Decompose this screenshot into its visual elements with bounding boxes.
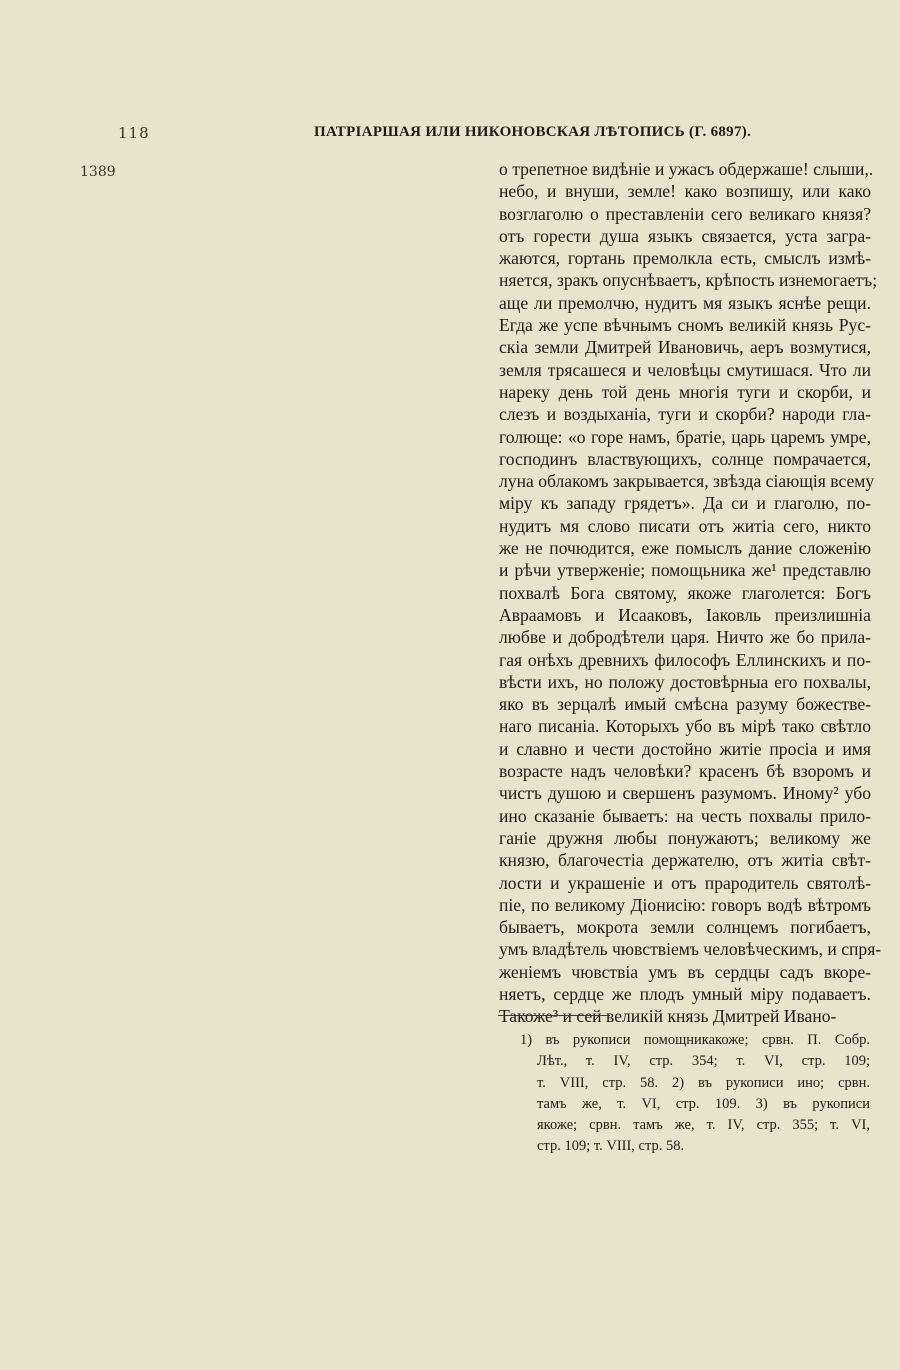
body-line: господинъ властвующихъ, солнце помрачается, (499, 448, 871, 469)
body-line: возглаголю о преставленіи сего великаго князя? (499, 203, 871, 224)
body-line: няется, зракъ опуснѣваетъ, крѣпость изнемогаетъ; (499, 270, 878, 291)
body-line: аще ли премолчю, нудитъ мя языкъ яснѣе рещи. (499, 292, 871, 313)
body-line: отъ горести душа языкъ связается, уста загра- (499, 225, 871, 246)
body-line: же не почюдится, еже помыслъ дание сложенію (499, 538, 871, 559)
footnote-line: стр. 109; т. VIII, стр. 58. (537, 1138, 685, 1155)
page-number: 118 (118, 124, 150, 142)
body-line: міру къ западу грядетъ». Да си и глаголю, по- (499, 493, 871, 514)
body-line: возрасте надъ человѣки? красенъ бѣ взоромъ и (499, 761, 871, 782)
body-line: скіа земли Дмитрей Ивановичь, аеръ возмутися, (499, 337, 871, 358)
footnote-line: тамъ же, т. VI, стр. 109. 3) въ рукописи (537, 1095, 870, 1112)
body-line: Авраамовъ и Исааковъ, Іаковль преизлишніа (499, 604, 871, 625)
body-line: любве и добродѣтели царя. Ничто же бо прила- (499, 627, 871, 648)
body-line: земля трясашеся и человѣцы смутишася. Что ли (499, 359, 871, 380)
body-line: ино сказаніе бываетъ: на честь похвалы прило- (499, 805, 871, 826)
body-line: яко въ зерцалѣ имый смѣсна разуму божестве- (499, 694, 871, 715)
body-line: слезъ и воздыханіа, туги и скорби? народи гла- (499, 404, 871, 425)
body-line: Такоже³ и сей великій князь Дмитрей Ивано- (499, 1006, 837, 1027)
margin-year-note: 1389 (80, 164, 116, 180)
body-line: женіемъ чювствіа умъ въ сердцы садъ вкоре- (499, 961, 871, 982)
body-line: вѣсти ихъ, но положу достовѣрныа его похвалы, (499, 671, 871, 692)
body-line: луна облакомъ закрывается, звѣзда сіающія всему (499, 471, 875, 492)
body-line: ганіе дружня любы понужаютъ; великому же (499, 827, 871, 848)
body-line: лости и украшеніе и отъ прародитель святолѣ- (499, 872, 871, 893)
body-line: Егда же успе вѣчнымъ сномъ великій князь Рус- (499, 315, 871, 336)
body-line: и славно и чести достойно житіе просіа и имя (499, 738, 871, 759)
body-line: наго писаніа. Которыхъ убо въ мірѣ тако свѣтло (499, 716, 871, 737)
footnote-line: т. VIII, стр. 58. 2) въ рукописи ино; срвн. (537, 1074, 870, 1091)
body-line: чистъ душою и свершенъ разумомъ. Иному² убо (499, 783, 871, 804)
body-line: похвалѣ Бога святому, якоже глаголется: Богъ (499, 582, 871, 603)
footnote-line: Лѣт., т. IV, стр. 354; т. VI, стр. 109; (537, 1053, 870, 1070)
footnote-line: якоже; срвн. тамъ же, т. IV, стр. 355; т. VI, (537, 1117, 870, 1134)
body-text (499, 158, 882, 1028)
footnote-divider (498, 1015, 610, 1016)
body-line: нареку день той день многія туги и скорби, и (499, 381, 871, 402)
body-line: жаются, гортань премолкла есть, смыслъ измѣ- (499, 248, 871, 269)
body-line: нудитъ мя слово писати отъ житіа сего, никто (499, 515, 871, 536)
body-line: голюще: «о горе намъ, братіе, царь царемъ умре, (499, 426, 871, 447)
body-line: о трепетное видѣніе и ужасъ обдержаше! слыши,. (499, 159, 874, 179)
body-line: умъ владѣтель чювствіемъ человѣческимъ, и спря- (499, 939, 882, 960)
body-line: піе, по великому Діонисію: говоръ водѣ вѣтромъ (499, 894, 871, 915)
body-line: бываетъ, мокрота земли солнцемъ погибаетъ, (499, 917, 871, 938)
body-line: князю, благочестіа держателю, отъ житіа свѣт- (499, 850, 871, 871)
footnotes (520, 1030, 870, 1158)
body-line: няетъ, сердце же плодъ умный міру подаваетъ. (499, 983, 871, 1004)
body-line: небо, и внуши, земле! како возпишу, или како (499, 181, 871, 202)
body-line: и рѣчи утверженіе; помощьника же¹ представлю (499, 560, 871, 581)
footnote-line: 1) въ рукописи помощникакоже; срвн. П. Собр. (520, 1032, 870, 1048)
body-line: гая онѣхъ древнихъ философъ Еллинскихъ и по- (499, 649, 871, 670)
running-head: ПАТРІАРШАЯ ИЛИ НИКОНОВСКАЯ ЛѢТОПИСЬ (Г. 6897). (314, 124, 752, 140)
